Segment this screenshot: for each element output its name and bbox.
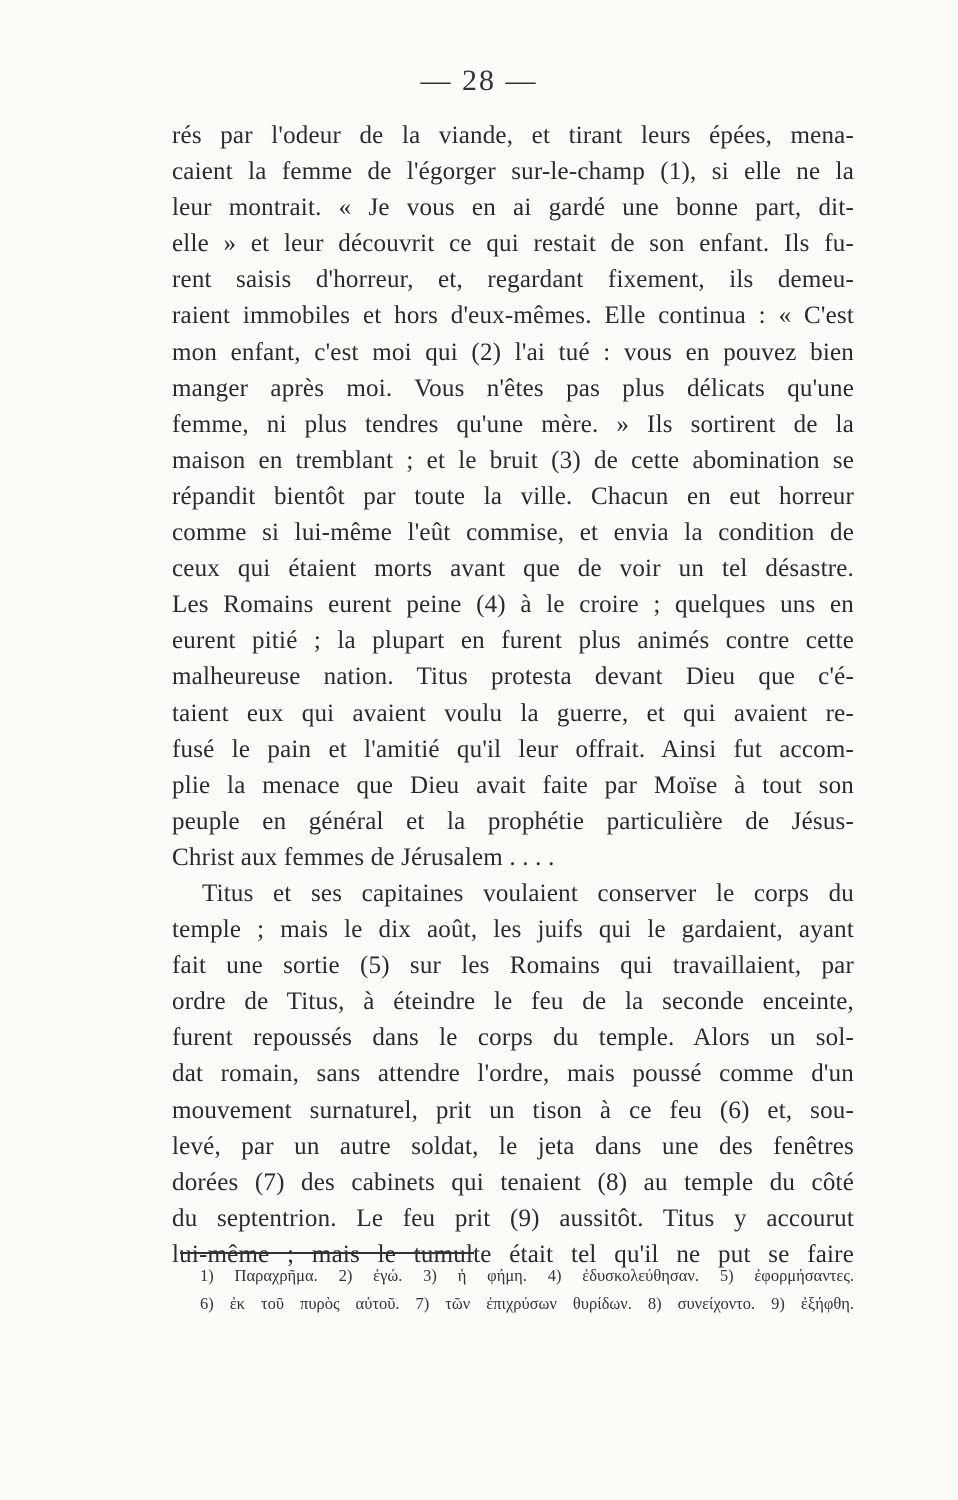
text-line: peuple en général et la prophétie particulière de Jésus- xyxy=(172,807,854,835)
text-line: comme si lui-même l'eût commise, et envia la condition de xyxy=(172,519,854,547)
text-line: dat romain, sans attendre l'ordre, mais poussé comme d'un xyxy=(172,1060,854,1088)
body-text xyxy=(172,118,854,1273)
paragraph-start-line: Titus et ses capitaines voulaient conserver le corps du xyxy=(202,879,854,907)
footnote-divider xyxy=(180,1252,474,1254)
text-line: répandit bientôt par toute la ville. Chacun en eut horreur xyxy=(172,482,854,510)
page-number: — 28 — xyxy=(420,64,538,97)
text-line: fusé le pain et l'amitié qu'il leur offrait. Ainsi fut accom- xyxy=(172,735,854,763)
text-line: eurent pitié ; la plupart en furent plus animés contre cette xyxy=(172,627,854,655)
text-line: dorées (7) des cabinets qui tenaient (8) au temple du côté xyxy=(172,1168,854,1196)
text-line: temple ; mais le dix août, les juifs qui le gardaient, ayant xyxy=(172,916,854,944)
text-line: plie la menace que Dieu avait faite par Moïse à tout son xyxy=(172,771,854,799)
text-line: Christ aux femmes de Jérusalem . . . . xyxy=(172,843,555,871)
text-line: femme, ni plus tendres qu'une mère. » Ils sortirent de la xyxy=(172,410,854,438)
text-line: du septentrion. Le feu prit (9) aussitôt. Titus y accourut xyxy=(172,1204,854,1232)
text-line: rent saisis d'horreur, et, regardant fixement, ils demeu- xyxy=(172,266,854,294)
text-line: leur montrait. « Je vous en ai gardé une bonne part, dit- xyxy=(172,194,854,222)
text-line: mon enfant, c'est moi qui (2) l'ai tué : vous en pouvez bien xyxy=(172,338,854,366)
text-line: rés par l'odeur de la viande, et tirant leurs épées, mena- xyxy=(172,122,854,149)
text-line: raient immobiles et hors d'eux-mêmes. Elle continua : « C'est xyxy=(172,302,854,330)
text-line: elle » et leur découvrit ce qui restait de son enfant. Ils fu- xyxy=(172,230,854,258)
text-line: malheureuse nation. Titus protesta devant Dieu que c'é- xyxy=(172,663,854,691)
footnotes xyxy=(200,1262,854,1318)
footnote-line: 1) Παραχρῆμα. 2) ἐγώ. 3) ἡ φήμη. 4) ἐδυσκολεύθησαν. 5) ἐφορμήσαντες. xyxy=(200,1266,854,1285)
text-line: lui-même ; mais le tumulte était tel qu'il ne put se faire xyxy=(172,1240,854,1268)
text-line: levé, par un autre soldat, le jeta dans une des fenêtres xyxy=(172,1132,854,1160)
text-line: Les Romains eurent peine (4) à le croire ; quelques uns en xyxy=(172,591,854,619)
text-line: fait une sortie (5) sur les Romains qui travaillaient, par xyxy=(172,952,854,980)
text-line: caient la femme de l'égorger sur-le-champ (1), si elle ne la xyxy=(172,158,854,186)
text-line: taient eux qui avaient voulu la guerre, et qui avaient re- xyxy=(172,699,854,727)
text-line: maison en tremblant ; et le bruit (3) de cette abomination se xyxy=(172,446,854,474)
text-line: manger après moi. Vous n'êtes pas plus délicats qu'une xyxy=(172,374,854,402)
text-line: ceux qui étaient morts avant que de voir un tel désastre. xyxy=(172,555,854,583)
text-line: ordre de Titus, à éteindre le feu de la seconde enceinte, xyxy=(172,988,854,1016)
footnote-line: 6) ἐκ τοῦ πυρὸς αὐτοῦ. 7) τῶν ἐπιχρύσων θυρίδων. 8) συνείχοντο. 9) ἐξήφθη. xyxy=(200,1294,854,1313)
text-line: furent repoussés dans le corps du temple. Alors un sol- xyxy=(172,1024,854,1052)
text-line: mouvement surnaturel, prit un tison à ce feu (6) et, sou- xyxy=(172,1096,854,1124)
